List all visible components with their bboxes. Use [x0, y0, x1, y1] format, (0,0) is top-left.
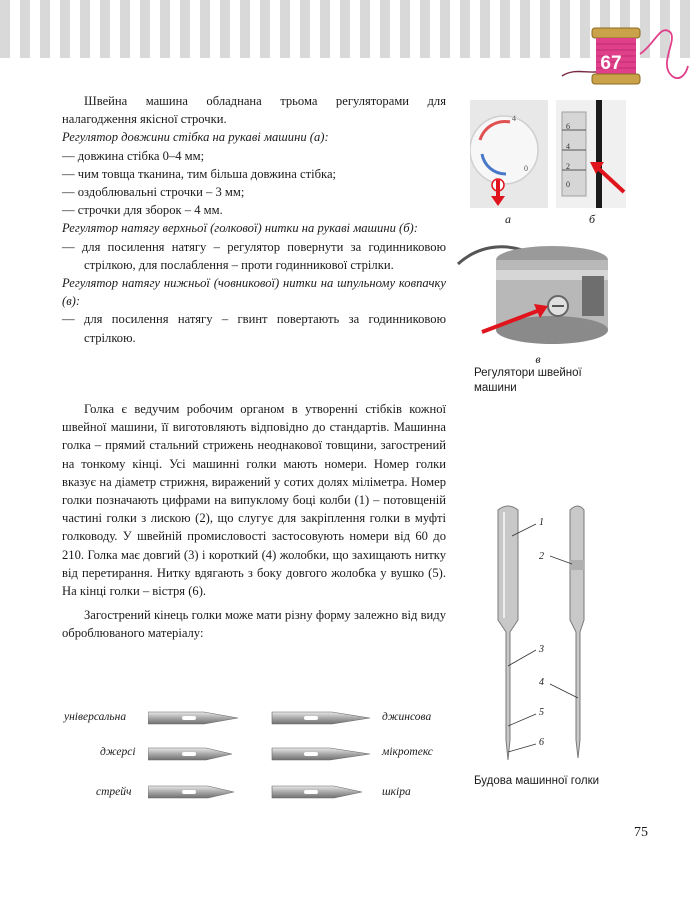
- regulators-caption: Регулятори швейної машини: [474, 367, 582, 394]
- photo-bobbin-case: [452, 236, 620, 348]
- lower-text-column: [62, 400, 446, 643]
- label-a: а: [505, 212, 511, 226]
- needle-tip-paragraph: Загострений кінець голки може мати різну форму залежно від виду оброблюваного матеріалу:: [62, 608, 446, 641]
- dial-mark: 0: [524, 164, 528, 173]
- regulator-v-heading: Регулятор натягу нижньої (човникової) нитки на шпульному ковпачку (в):: [62, 276, 446, 309]
- needle-number: 3: [539, 644, 544, 655]
- list-item: — для посилення натягу – регулятор повернути за годинниковою стрілкою, для послаблення – проти годинникової стрілки.: [62, 239, 446, 272]
- page-number: 75: [634, 825, 648, 840]
- needle-number: 4: [539, 677, 544, 688]
- scale-mark: 4: [566, 142, 570, 151]
- upper-text-column: [62, 92, 446, 347]
- list-item: — оздоблювальні строчки – 3 мм;: [62, 185, 245, 200]
- thread-spool-icon: [560, 4, 690, 94]
- label-b: б: [588, 212, 596, 226]
- intro-paragraph: Швейна машина обладнана трьома регуляторами для налагодження якісної строчки.: [62, 94, 446, 127]
- scale-mark: 2: [566, 162, 570, 171]
- needle-description-paragraph: Голка є ведучим робочим органом в утворенні стібків кожної швейної машини, її виготовляють відповідно до стандартів. Машинна голка – прямий стальний стрижень неоднакової товщини, загострений на тонкому кінці. Усі машинні голки мають номери. Номер голки вказує на діаметр стрижня, виражений у сотих долях міліметра. Номер голки позначають цифрами на випуклому боці колби (1) – потовщеній частині голки з лискою (2), що слугує для закріплення голки в муфті голководу. У швейній промисловості застосовують номери від 60 до 210. Голка має довгий (3) і короткий (4) жолобки, що захищають нитку від перетирання. Нитку вдягають з боку довгого жолобка у вушко (5). На кінці голки – вістря (6).: [62, 402, 446, 599]
- list-item: — чим товща тканина, тим більша довжина стібка;: [62, 166, 337, 181]
- list-item: — довжина стібка 0–4 мм;: [62, 148, 205, 163]
- needle-caption: Будова машинної голки: [474, 775, 600, 787]
- needle-number: 6: [539, 737, 544, 748]
- needle-type-label: шкіра: [382, 786, 411, 798]
- needle-number: 5: [539, 707, 544, 718]
- regulator-a-heading: Регулятор довжини стібка на рукаві машини (а):: [62, 130, 329, 145]
- needle-type-label: джерсі: [100, 746, 136, 758]
- label-v: в: [535, 352, 541, 366]
- needle-type-label: мікротекс: [382, 746, 433, 758]
- photo-thread-tension-scale: [556, 100, 626, 208]
- needle-structure-diagram: [480, 500, 610, 770]
- scale-mark: 0: [566, 180, 570, 189]
- list-item: — строчки для зборок – 4 мм.: [62, 203, 223, 218]
- needle-type-label: джинсова: [382, 711, 432, 723]
- needle-type-label: універсальна: [64, 711, 127, 723]
- page-badge: 67: [600, 53, 622, 74]
- needle-number: 2: [539, 551, 544, 562]
- dial-mark: 4: [512, 114, 516, 123]
- needle-type-label: стрейч: [96, 786, 132, 798]
- needle-number: 1: [539, 517, 544, 528]
- list-item: — для посилення натягу – гвинт повертають за годинниковою стрілкою.: [62, 312, 446, 345]
- regulator-b-heading: Регулятор натягу верхньої (голкової) нитки на рукаві машини (б):: [62, 221, 418, 236]
- needle-tips-illustration: [148, 706, 374, 804]
- photo-stitch-length-dial: [470, 100, 548, 208]
- scale-mark: 6: [566, 122, 570, 131]
